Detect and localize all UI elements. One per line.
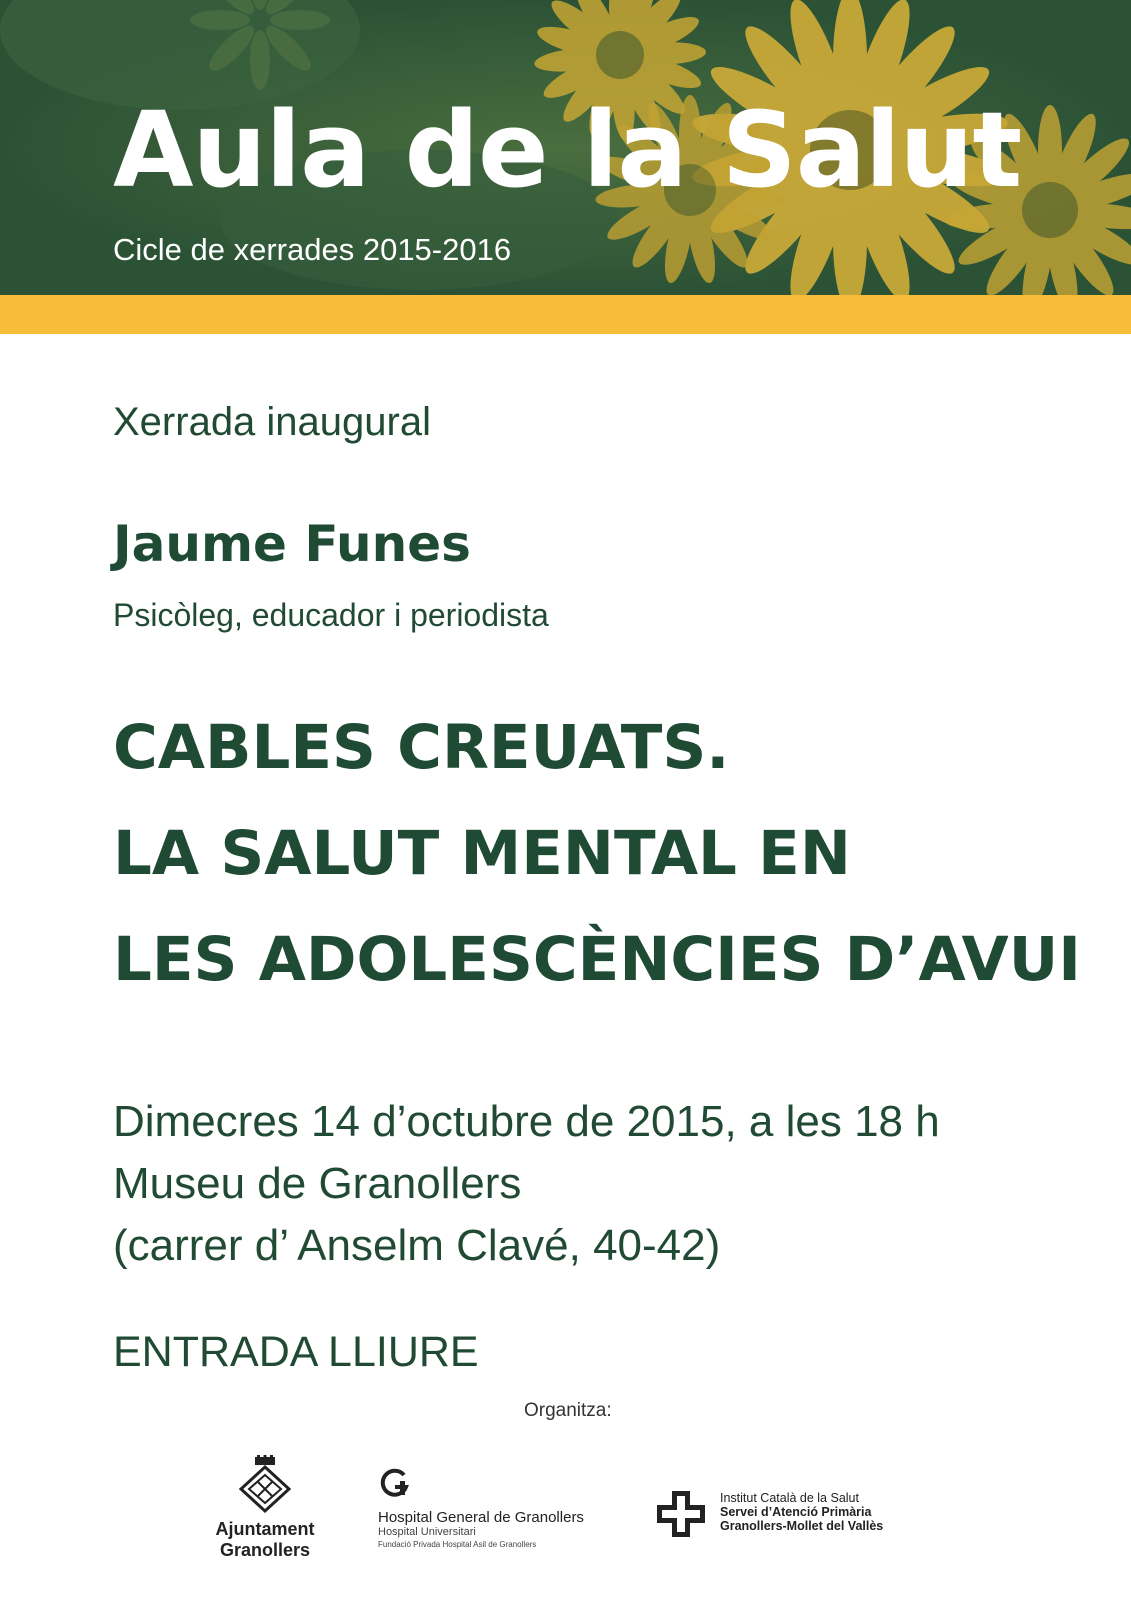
poster-subtitle: Cicle de xerrades 2015-2016 — [113, 232, 512, 267]
health-cross-icon — [657, 1491, 705, 1537]
speaker-role: Psicòleg, educador i periodista — [113, 597, 549, 633]
talk-title-line-1: CABLES CREUATS. — [113, 712, 730, 783]
talk-type: Xerrada inaugural — [113, 400, 431, 444]
ajuntament-line-2: Granollers — [219, 1540, 311, 1560]
hospital-sub: Hospital Universitari — [378, 1526, 476, 1538]
talk-title-line-2: LA SALUT MENTAL EN — [113, 818, 851, 889]
event-address: (carrer d’ Anselm Clavé, 40-42) — [113, 1221, 721, 1270]
ics-line-3: Granollers-Mollet del Vallès — [720, 1519, 884, 1533]
hospital-granollers-logo — [378, 1467, 638, 1549]
header-banner — [0, 0, 1131, 295]
ics-logo — [657, 1491, 947, 1541]
hospital-g-icon — [378, 1467, 412, 1501]
coat-of-arms-icon — [237, 1455, 293, 1515]
ics-line-1: Institut Català de la Salut — [720, 1491, 859, 1505]
hospital-foundation: Fundació Privada Hospital Asil de Granollers — [378, 1540, 537, 1549]
yellow-band — [0, 295, 1131, 334]
ajuntament-granollers-logo — [200, 1455, 330, 1575]
ajuntament-line-1: Ajuntament — [215, 1519, 315, 1539]
speaker-name: Jaume Funes — [113, 515, 471, 573]
ics-line-2: Servei d’Atenció Primària — [720, 1505, 872, 1519]
event-date-time: Dimecres 14 d’octubre de 2015, a les 18 h — [113, 1097, 940, 1146]
entrance-note: ENTRADA LLIURE — [113, 1328, 479, 1376]
talk-title-line-3: LES ADOLESCÈNCIES D’AVUI — [113, 924, 1081, 995]
poster-title: Aula de la Salut — [113, 89, 1022, 211]
organizer-label: Organitza: — [524, 1400, 612, 1421]
event-venue: Museu de Granollers — [113, 1159, 522, 1208]
hospital-name: Hospital General de Granollers — [378, 1509, 584, 1526]
